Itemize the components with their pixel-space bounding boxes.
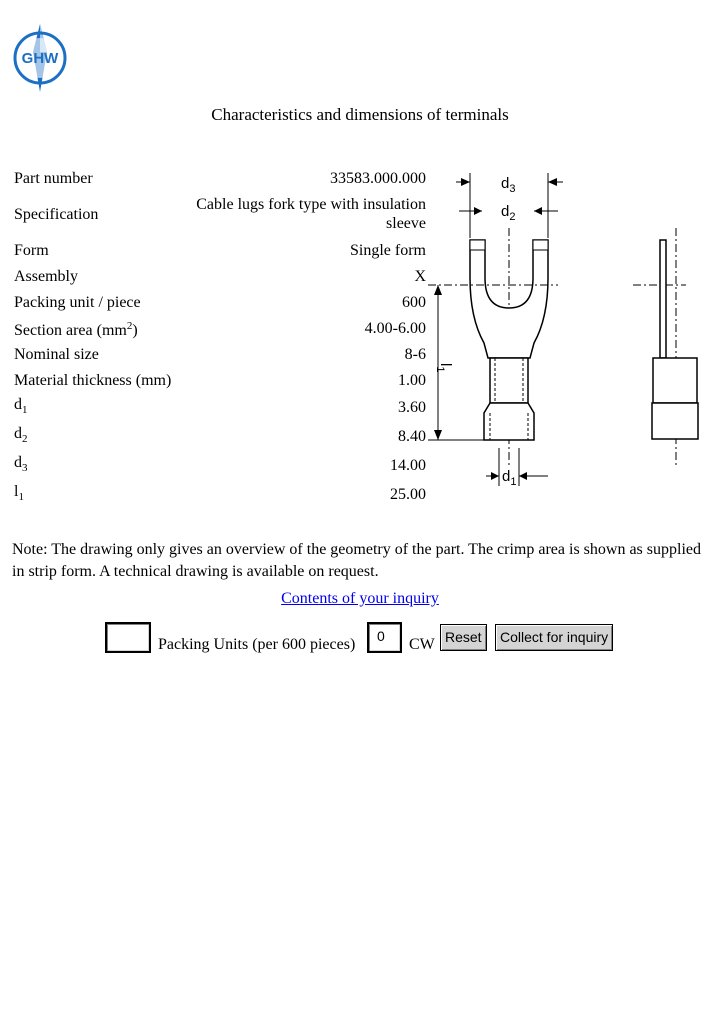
cw-input[interactable]: 0 <box>367 622 402 653</box>
table-row: Specification Cable lugs fork type with insulation sleeve <box>14 196 426 232</box>
d1-label: $d_1$ <box>502 468 517 488</box>
page-title: Characteristics and dimensions of terminals <box>211 105 509 124</box>
table-row: $l_1$ 25.00 <box>14 483 426 503</box>
table-row: $d_3$ 14.00 <box>14 454 426 474</box>
d3-label: $d_3$ <box>501 175 516 195</box>
table-row: Nominal size 8-6 <box>14 345 426 363</box>
quantity-input[interactable] <box>105 622 151 653</box>
reset-button[interactable]: Reset <box>440 624 487 651</box>
inquiry-link[interactable]: Contents of your inquiry <box>281 590 439 607</box>
table-row: Form Single form <box>14 241 426 259</box>
table-row: Section area $(mm^2)$ 4.00-6.00 <box>14 319 426 339</box>
collect-for-inquiry-button[interactable]: Collect for inquiry <box>495 624 613 651</box>
table-row: $d_1$ 3.60 <box>14 396 426 416</box>
drawing-note: Note: The drawing only gives an overview of the geometry of the part. The crimp area is shown as supplied in strip form. A technical drawing is available on request. <box>12 541 701 580</box>
table-row: Packing unit / piece 600 <box>14 293 426 311</box>
table-row: Part number 33583.000.000 <box>14 170 426 187</box>
logo-text: GHW <box>21 50 59 67</box>
ghw-logo <box>10 22 72 94</box>
inquiry-link-container <box>0 590 720 608</box>
d2-label: $d_2$ <box>501 203 516 223</box>
table-row: $d_2$ 8.40 <box>14 425 426 445</box>
cw-label: CW <box>409 636 435 653</box>
l1-label: $l_1$ <box>434 363 454 373</box>
packing-units-label: Packing Units (per 600 pieces) <box>158 636 356 653</box>
table-row: Assembly X <box>14 267 426 285</box>
terminal-drawing <box>428 168 720 500</box>
spec-table <box>14 166 426 509</box>
specification-value: Cable lugs fork type with insulation sleeve <box>196 196 426 232</box>
table-row: Material thickness (mm) 1.00 <box>14 371 426 389</box>
